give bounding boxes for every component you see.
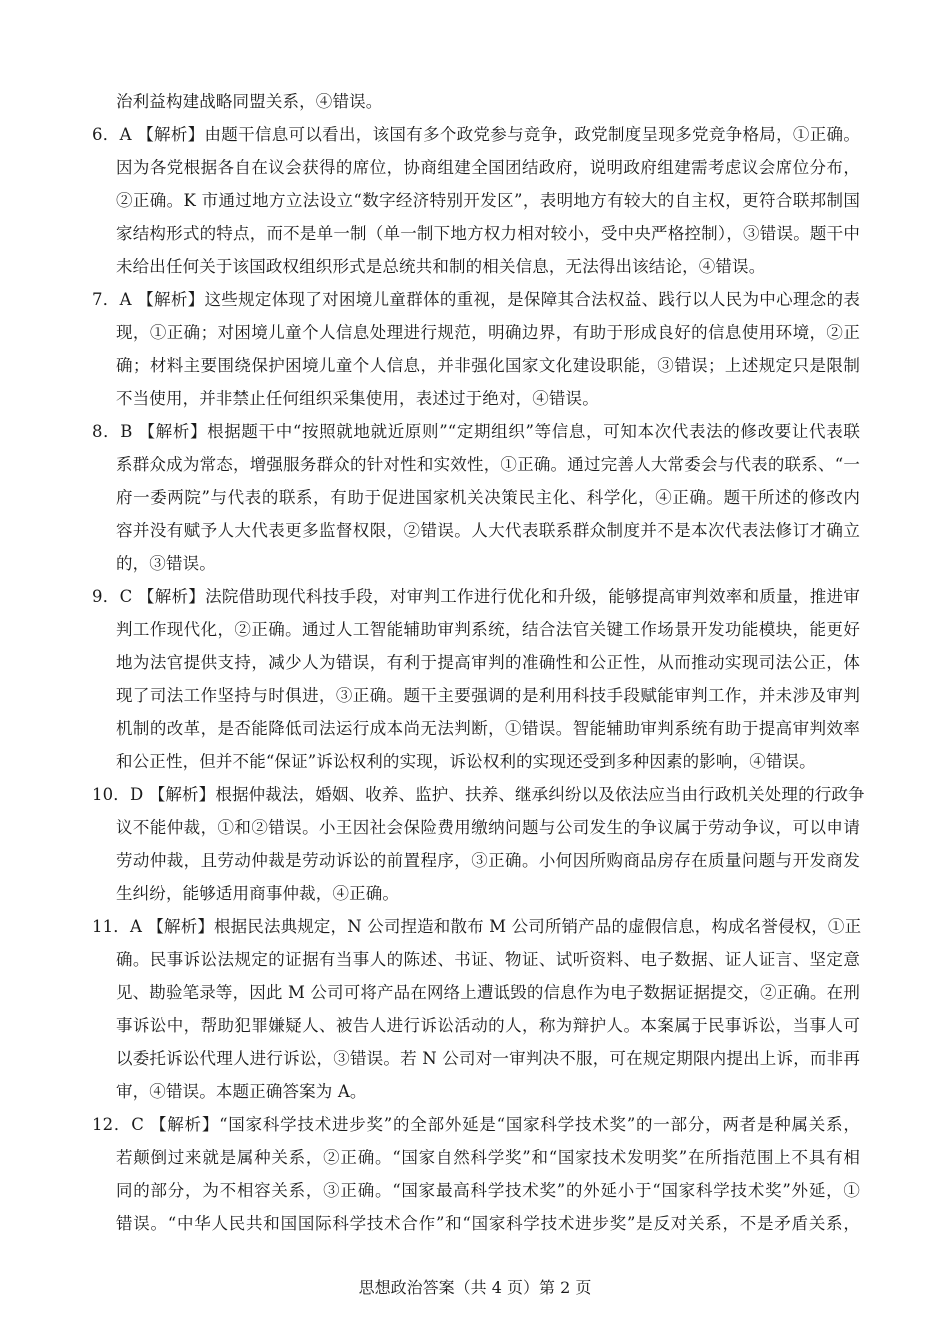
answer-text-line: 同的部分，为不相容关系，③正确。“国家最高科学技术奖”的外延小于“国家科学技术奖”外延，① (116, 1181, 860, 1200)
answer-text-line: 系群众成为常态，增强服务群众的针对性和实效性，①正确。通过完善人大常委会与代表的联系、“一 (116, 455, 860, 474)
answer-text-line: 若颠倒过来就是属种关系，②正确。“国家自然科学奖”和“国家技术发明奖”在所指范围上不具有相 (116, 1148, 860, 1167)
answer-text-line: 错误。“中华人民共和国国际科学技术合作”和“国家科学技术进步奖”是反对关系，不是矛盾关系， (116, 1214, 860, 1233)
answer-text-line: 现了司法工作坚持与时俱进，③正确。题干主要强调的是利用科技手段赋能审判工作，并未涉及审判 (116, 686, 860, 705)
answer-text-line: 府一委两院”与代表的联系，有助于促进国家机关决策民主化、科学化，④正确。题干所述的修改内 (116, 488, 860, 507)
answer-text-line: 和公正性，但并不能“保证”诉讼权利的实现，诉讼权利的实现还受到多种因素的影响，④错误。 (116, 752, 816, 771)
answer-item-first-line: 9．C 【解析】法院借助现代科技手段，对审判工作进行优化和升级，能够提高审判效率和质量，推进审 (92, 587, 860, 606)
answer-text-line: ②正确。K 市通过地方立法设立“数字经济特别开发区”，表明地方有较大的自主权，更符合联邦制国 (116, 191, 860, 210)
answer-text-line: 确。民事诉讼法规定的证据有当事人的陈述、书证、物证、试听资料、电子数据、证人证言、坚定意 (116, 950, 860, 969)
answer-item-first-line: 11．A 【解析】根据民法典规定，N 公司捏造和散布 M 公司所销产品的虚假信息，构成名誉侵权，①正 (92, 917, 862, 936)
answer-item-first-line: 7．A 【解析】这些规定体现了对困境儿童群体的重视，是保障其合法权益、践行以人民为中心理念的表 (92, 290, 860, 309)
answer-text-line: 机制的改革，是否能降低司法运行成本尚无法判断，①错误。智能辅助审判系统有助于提高审判效率 (116, 719, 860, 738)
answer-text-line: 生纠纷，能够适用商事仲裁，④正确。 (116, 884, 400, 903)
answer-text-line: 不当使用，并非禁止任何组织采集使用，表述过于绝对，④错误。 (116, 389, 599, 408)
answer-item-first-line: 6．A 【解析】由题干信息可以看出，该国有多个政党参与竞争，政党制度呈现多党竞争格局，①正确。 (92, 125, 860, 144)
answer-text-line: 未给出任何关于该国政权组织形式是总统共和制的相关信息，无法得出该结论，④错误。 (116, 257, 766, 276)
answer-text-line: 议不能仲裁，①和②错误。小王因社会保险费用缴纳问题与公司发生的争议属于劳动争议，可以申请 (116, 818, 860, 837)
answer-item-first-line: 10．D 【解析】根据仲裁法，婚姻、收养、监护、扶养、继承纠纷以及依法应当由行政机关处理的行政争 (92, 785, 865, 804)
answer-text-line: 现，①正确；对困境儿童个人信息处理进行规范，明确边界，有助于形成良好的信息使用环境，②正 (116, 323, 860, 342)
answer-item-first-line: 12．C 【解析】“国家科学技术进步奖”的全部外延是“国家科学技术奖”的一部分，两者是种属关系， (92, 1115, 860, 1134)
page-footer: 思想政治答案（共 4 页）第 2 页 (358, 1278, 592, 1297)
answer-text-line: 容并没有赋予人大代表更多监督权限，②错误。人大代表联系群众制度并不是本次代表法修订才确立 (116, 521, 860, 540)
answer-text-line: 审，④错误。本题正确答案为 A。 (116, 1082, 367, 1101)
answer-text-line: 确；材料主要围绕保护困境儿童个人信息，并非强化国家文化建设职能，③错误；上述规定只是限制 (116, 356, 860, 375)
answer-text-line: 判工作现代化，②正确。通过人工智能辅助审判系统，结合法官关键工作场景开发功能模块，能更好 (116, 620, 860, 639)
answer-text-line: 劳动仲裁，且劳动仲裁是劳动诉讼的前置程序，③正确。小何因所购商品房存在质量问题与开发商发 (116, 851, 860, 870)
answer-text-line: 家结构形式的特点，而不是单一制（单一制下地方权力相对较小，受中央严格控制），③错误。题干中 (116, 224, 860, 243)
answer-text-line: 以委托诉讼代理人进行诉讼，③错误。若 N 公司对一审判决不服，可在规定期限内提出上诉，而非再 (116, 1049, 860, 1068)
answer-item-first-line: 8．B 【解析】根据题干中“按照就地就近原则”“定期组织”等信息，可知本次代表法的修改要让代表联 (92, 422, 860, 441)
answer-text-line: 见、勘验笔录等，因此 M 公司可将产品在网络上遭诋毁的信息作为电子数据证据提交，②正确。在刑 (116, 983, 860, 1002)
answer-text-line: 事诉讼中，帮助犯罪嫌疑人、被告人进行诉讼活动的人，称为辩护人。本案属于民事诉讼，当事人可 (116, 1016, 860, 1035)
answer-text-line: 因为各党根据各自在议会获得的席位，协商组建全国团结政府，说明政府组建需考虑议会席位分布， (116, 158, 860, 177)
answer-text-line: 治利益构建战略同盟关系，④错误。 (116, 92, 383, 111)
answer-text-line: 的，③错误。 (116, 554, 216, 573)
answer-text-line: 地为法官提供支持，减少人为错误，有利于提高审判的准确性和公正性，从而推动实现司法公正，体 (116, 653, 860, 672)
